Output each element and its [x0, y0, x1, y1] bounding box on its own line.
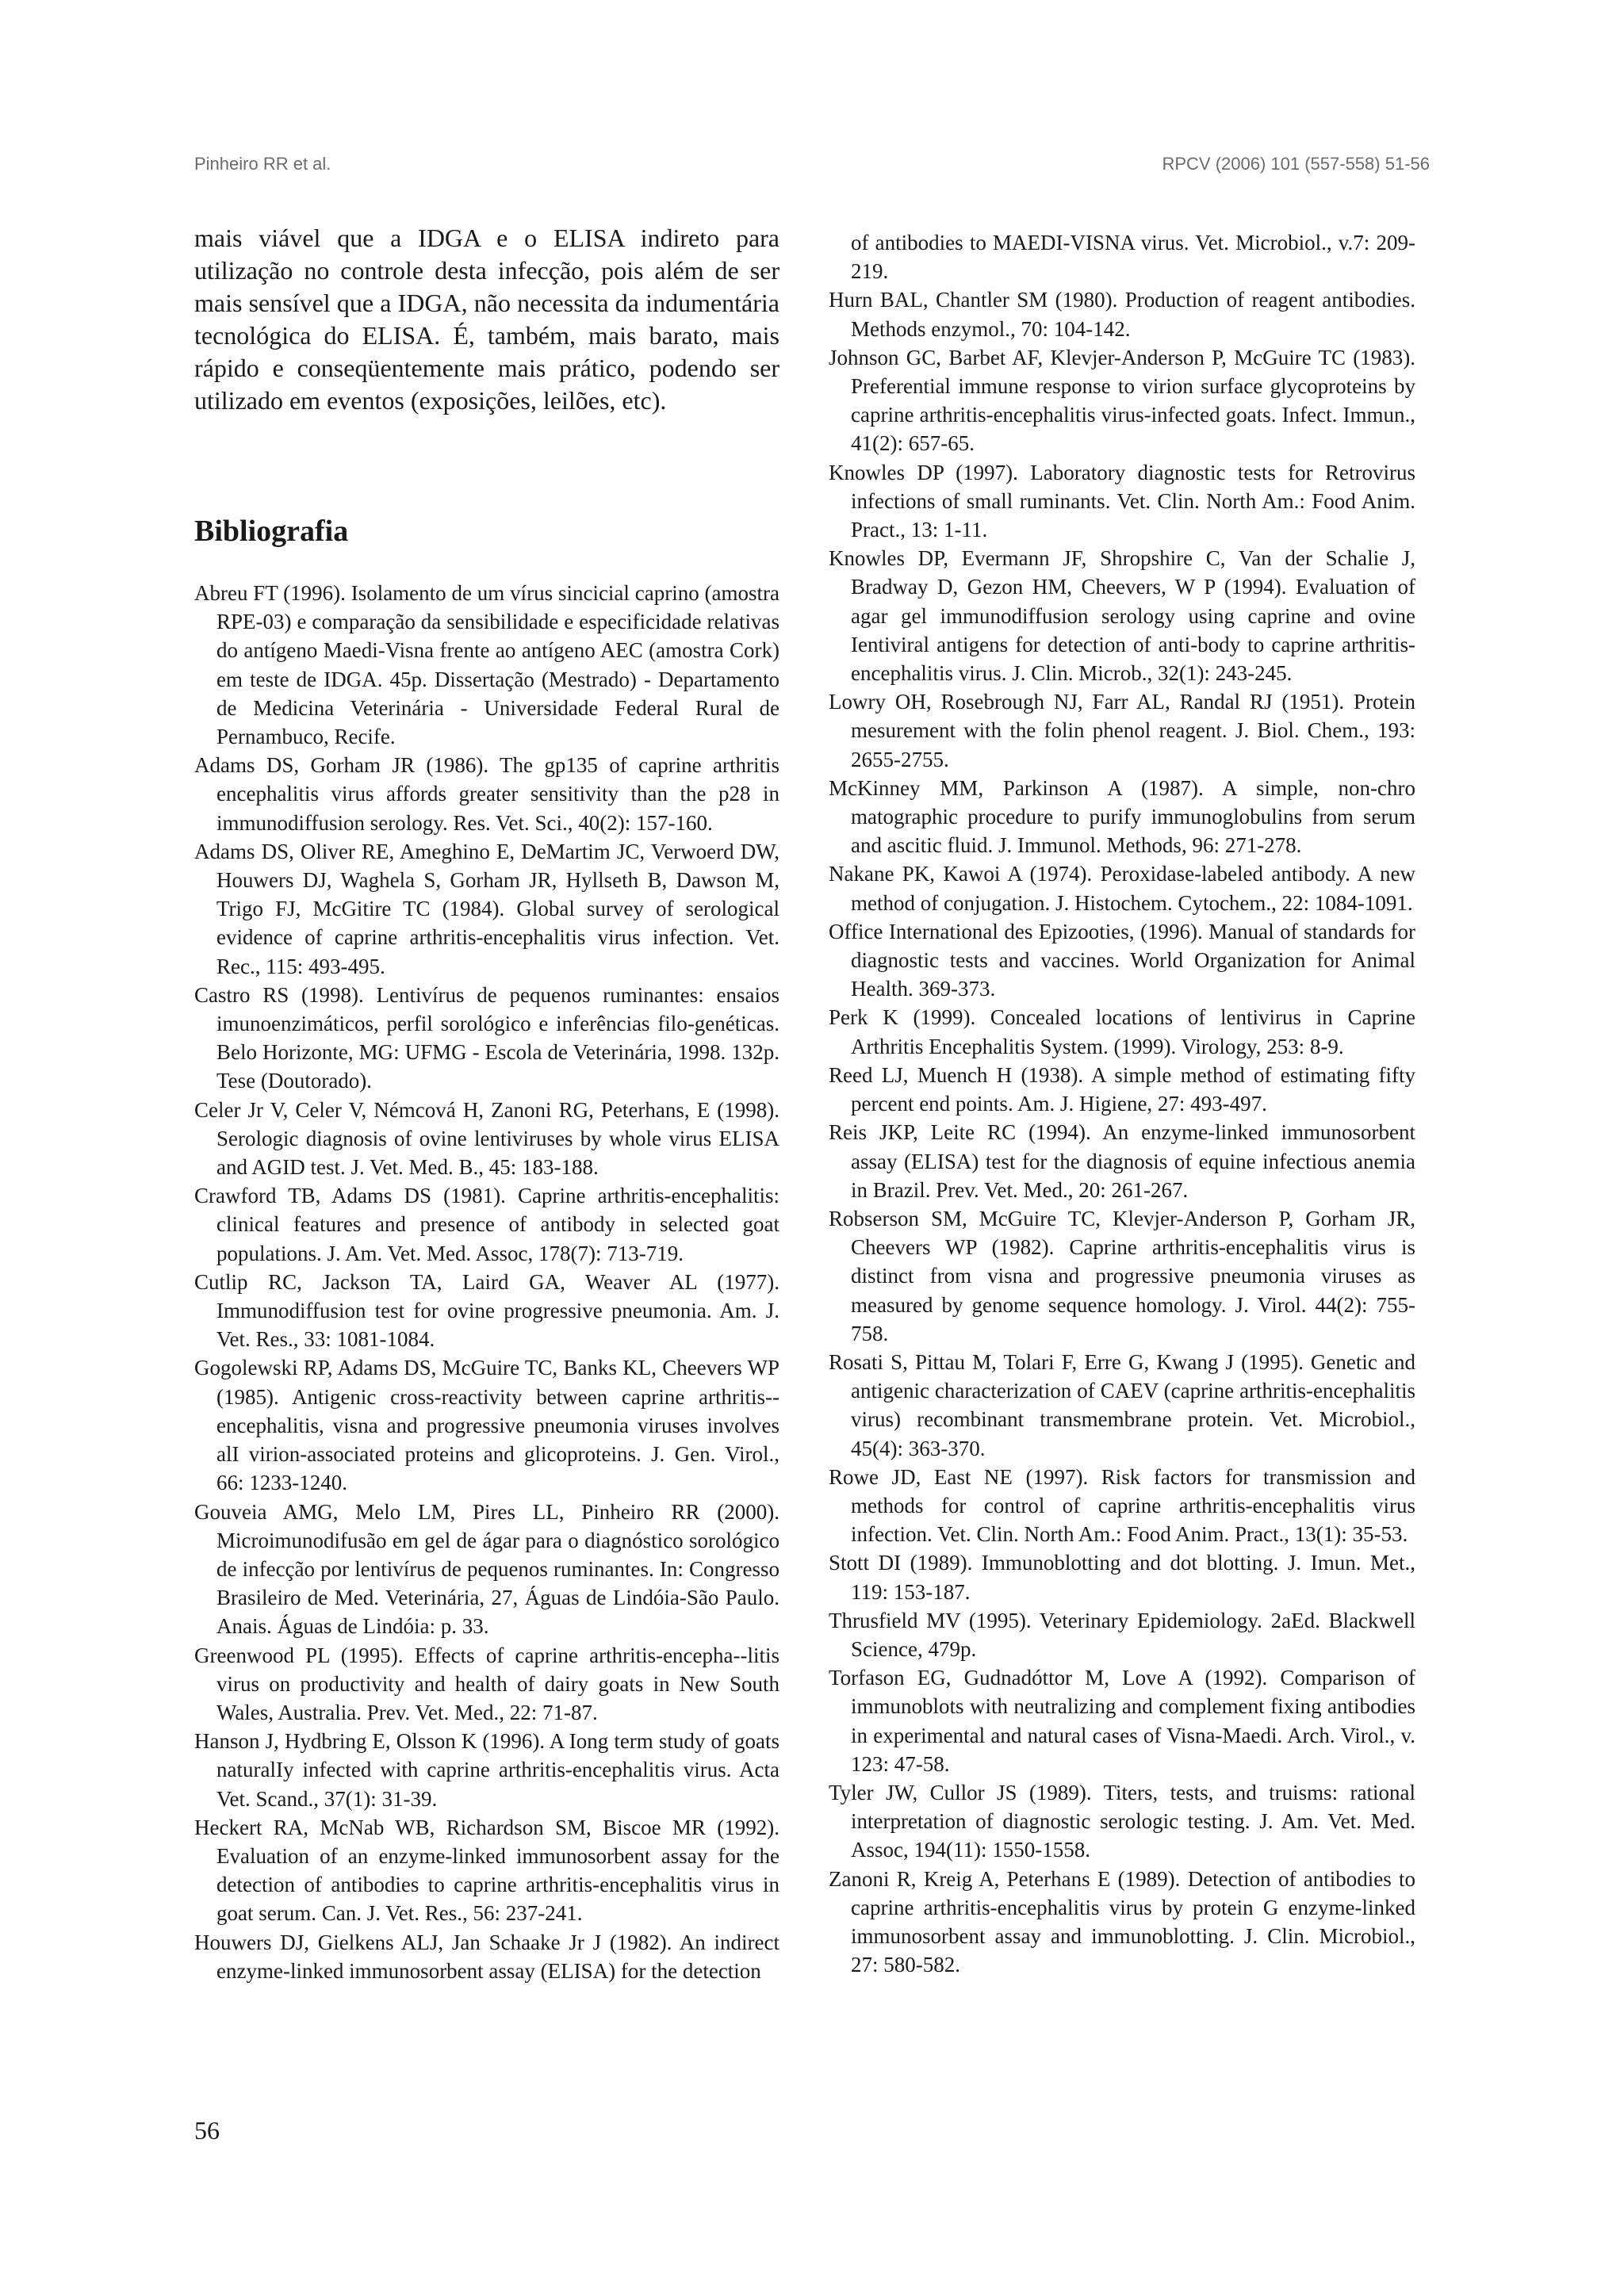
section-title: Bibliografia — [194, 515, 349, 548]
reference-item: Thrusfield MV (1995). Veterinary Epidemiology. 2aEd. Blackwell Science, 479p. — [829, 1608, 1415, 1661]
reference-item: Johnson GC, Barbet AF, Klevjer-Anderson P, McGuire TC (1983). Preferential immune response to virion surface glycoproteins by caprine arthritis-encephalitis virus-infected goats. Infect. Immun., 41(2): 657-65. — [829, 345, 1415, 456]
reference-item: Rowe JD, East NE (1997). Risk factors for transmission and methods for control of caprine arthritis-encephalitis virus infection. Vet. Clin. North Am.: Food Anim. Pract., 13(1): 35-53. — [829, 1464, 1415, 1547]
reference-item: Office International des Epizooties, (1996). Manual of standards for diagnostic tests and vaccines. World Organization for Animal Health. 369-373. — [829, 919, 1415, 1001]
reference-item: McKinney MM, Parkinson A (1987). A simple, non-chro matographic procedure to purify immunoglobulins from serum and ascitic fluid. J. Immunol. Methods, 96: 271-278. — [829, 775, 1415, 858]
reference-item-continued: of antibodies to MAEDI-VISNA virus. Vet. Microbiol., v.7: 209-219. — [851, 231, 1415, 284]
running-header — [194, 154, 1430, 182]
reference-item: Greenwood PL (1995). Effects of caprine arthritis-encepha--litis virus on productivity and health of dairy goats in New South Wales, Australia. Prev. Vet. Med., 22: 71-87. — [194, 1643, 779, 1724]
reference-item: Perk K (1999). Concealed locations of lentivirus in Caprine Arthritis Encephalitis System. (1999). Virology, 253: 8-9. — [829, 1005, 1415, 1058]
reference-item: Castro RS (1998). Lentivírus de pequenos ruminantes: ensaios imunoenzimáticos, perfil sorológico e inferências filo-genéticas. Belo Horizonte, MG: UFMG - Escola de Veterinária, 1998. 132p. Tese (Doutorado). — [194, 982, 779, 1093]
reference-item: Cutlip RC, Jackson TA, Laird GA, Weaver AL (1977). Immunodiffusion test for ovine progressive pneumonia. Am. J. Vet. Res., 33: 1081-1084. — [194, 1269, 779, 1352]
reference-item: Crawford TB, Adams DS (1981). Caprine arthritis-encephalitis: clinical features and presence of antibody in selected goat populations. J. Am. Vet. Med. Assoc, 178(7): 713-719. — [194, 1184, 779, 1265]
reference-item: Reis JKP, Leite RC (1994). An enzyme-linked immunosorbent assay (ELISA) test for the diagnosis of equine infectious anemia in Brazil. Prev. Vet. Med., 20: 261-267. — [829, 1120, 1415, 1202]
page-number: 56 — [194, 2116, 220, 2145]
reference-item: Lowry OH, Rosebrough NJ, Farr AL, Randal RJ (1951). Protein mesurement with the folin phenol reagent. J. Biol. Chem., 193: 2655-2755. — [829, 690, 1415, 771]
reference-item: Hurn BAL, Chantler SM (1980). Production of reagent antibodies. Methods enzymol., 70: 104-142. — [829, 288, 1415, 341]
references-left — [194, 579, 779, 1985]
reference-item: Adams DS, Gorham JR (1986). The gp135 of caprine arthritis encephalitis virus affords greater sensitivity than the p28 in immunodiffusion serology. Res. Vet. Sci., 40(2): 157-160. — [194, 753, 779, 835]
reference-item: Knowles DP, Evermann JF, Shropshire C, Van der Schalie J, Bradway D, Gezon HM, Cheevers, W P (1994). Evaluation of agar gel immunodiffusion serology using caprine and ovine Ientiviral antigens for detection of anti-body to caprine arthritis-encephalitis virus. J. Clin. Microb., 32(1): 243-245. — [829, 546, 1415, 686]
reference-item: Reed LJ, Muench H (1938). A simple method of estimating fifty percent end points. Am. J. Higiene, 27: 493-497. — [829, 1062, 1415, 1116]
reference-item: Gogolewski RP, Adams DS, McGuire TC, Banks KL, Cheevers WP (1985). Antigenic cross-reactivity between caprine arthritis--encephalitis, visna and progressive pneumonia viruses involves alI virion-associated proteins and glicoproteins. J. Gen. Virol., 66: 1233-1240. — [194, 1356, 779, 1495]
header-citation: RPCV (2006) 101 (557-558) 51-56 — [1162, 154, 1430, 174]
reference-item: Robserson SM, McGuire TC, Klevjer-Anderson P, Gorham JR, Cheevers WP (1982). Caprine arthritis-encephalitis virus is distinct from visna and progressive pneumonia viruses as measured by genome sequence homology. J. Virol. 44(2): 755-758. — [829, 1206, 1415, 1345]
right-column — [829, 228, 1415, 1979]
reference-item: Adams DS, Oliver RE, Ameghino E, DeMartim JC, Verwoerd DW, Houwers DJ, Waghela S, Gorham JR, Hyllseth B, Dawson M, Trigo FJ, McGitire TC (1984). Global survey of serological evidence of caprine arthritis-encephalitis virus infection. Vet. Rec., 115: 493-495. — [194, 839, 779, 978]
reference-item: Rosati S, Pittau M, Tolari F, Erre G, Kwang J (1995). Genetic and antigenic characterization of CAEV (caprine arthritis-encephalitis virus) recombinant transmembrane protein. Vet. Microbiol., 45(4): 363-370. — [829, 1349, 1415, 1460]
reference-item: Hanson J, Hydbring E, Olsson K (1996). A Iong term study of goats naturalIy infected with caprine arthritis-encephalitis virus. Acta Vet. Scand., 37(1): 31-39. — [194, 1729, 779, 1811]
header-authors: Pinheiro RR et al. — [194, 154, 331, 174]
reference-item: Gouveia AMG, Melo LM, Pires LL, Pinheiro RR (2000). Microimunodifusão em gel de ágar para o diagnóstico sorológico de infecção por lentivírus de pequenos ruminantes. In: Congresso Brasileiro de Med. Veterinária, 27, Águas de Lindóia-São Paulo. Anais. Águas de Lindóia: p. 33. — [194, 1499, 779, 1639]
reference-item: Tyler JW, Cullor JS (1989). Titers, tests, and truisms: rational interpretation of diagnostic serologic testing. J. Am. Vet. Med. Assoc, 194(11): 1550-1558. — [829, 1780, 1415, 1862]
intro-paragraph: mais viável que a IDGA e o ELISA indireto para utilização no controle desta infecção, pois além de ser mais sensível que a IDGA, não necessita da indumentária tecnológica do ELISA. É, também, mais barato, mais rápido e conseqüentemente mais prático, podendo ser utilizado em eventos (exposições, leilões, etc). — [194, 224, 779, 415]
reference-item: Torfason EG, Gudnadóttor M, Love A (1992). Comparison of immunoblots with neutralizing and complement fixing antibodies in experimental and natural cases of Visna-Maedi. Arch. Virol., v. 123: 47-58. — [829, 1666, 1415, 1776]
reference-item: Abreu FT (1996). Isolamento de um vírus sincicial caprino (amostra RPE-03) e comparação da sensibilidade e especificidade relativas do antígeno Maedi-Visna frente ao antígeno AEC (amostra Cork) em teste de IDGA. 45p. Dissertação (Mestrado) - Departamento de Medicina Veterinária - Universidade Federal Rural de Pernambuco, Recife. — [194, 581, 779, 749]
reference-item: Knowles DP (1997). Laboratory diagnostic tests for Retrovirus infections of small ruminants. Vet. Clin. North Am.: Food Anim. Pract., 13: 1-11. — [829, 460, 1415, 542]
reference-item: Nakane PK, Kawoi A (1974). Peroxidase-labeled antibody. A new method of conjugation. J. Histochem. Cytochem., 22: 1084-1091. — [829, 862, 1415, 915]
reference-item: Houwers DJ, Gielkens ALJ, Jan Schaake Jr J (1982). An indirect enzyme-linked immunosorbent assay (ELISA) for the detection — [194, 1930, 779, 1983]
left-column — [194, 222, 779, 1983]
reference-item: Heckert RA, McNab WB, Richardson SM, Biscoe MR (1992). Evaluation of an enzyme-linked immunosorbent assay for the detection of antibodies to caprine arthritis-encephalitis virus in goat serum. Can. J. Vet. Res., 56: 237-241. — [194, 1815, 779, 1926]
reference-item: Celer Jr V, Celer V, Némcová H, Zanoni RG, Peterhans, E (1998). Serologic diagnosis of ovine lentiviruses by whole virus ELISA and AGID test. J. Vet. Med. B., 45: 183-188. — [194, 1097, 779, 1180]
reference-item: Stott DI (1989). Immunoblotting and dot blotting. J. Imun. Met., 119: 153-187. — [829, 1551, 1415, 1604]
reference-item: Zanoni R, Kreig A, Peterhans E (1989). Detection of antibodies to caprine arthritis-encephalitis virus by protein G enzyme-linked immunosorbent assay and immunoblotting. J. Clin. Microbiol., 27: 580-582. — [829, 1866, 1415, 1977]
